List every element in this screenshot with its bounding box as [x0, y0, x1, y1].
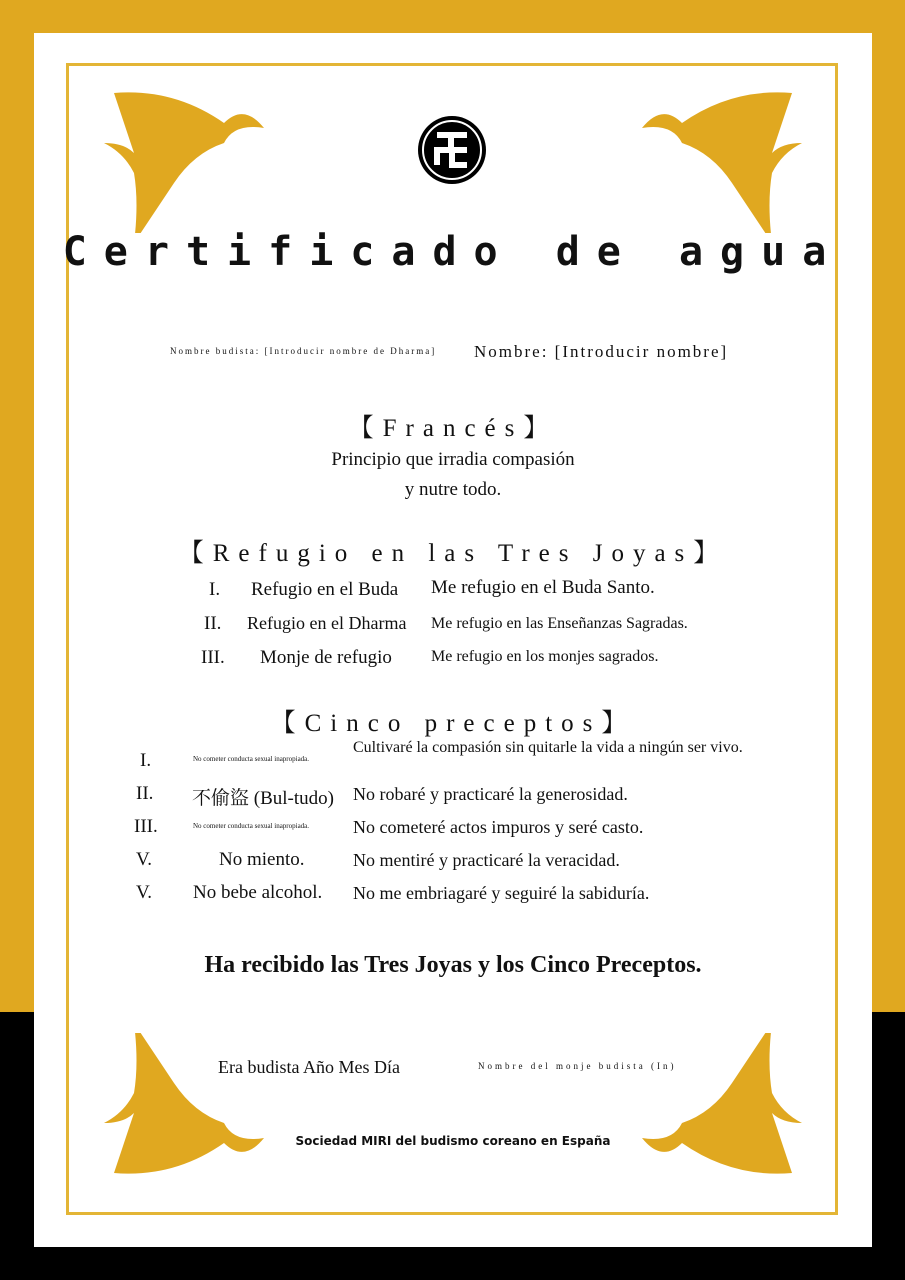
precept-num: II. — [136, 783, 154, 804]
french-heading: 【Francés】 — [348, 415, 558, 442]
society-name: Sociedad MIRI del budismo coreano en España — [295, 1134, 611, 1148]
french-line-2: y nutre todo. — [404, 479, 502, 500]
precept-num: V. — [136, 882, 153, 903]
precepts-heading: 【Cinco preceptos】 — [270, 710, 636, 737]
received-statement: Ha recibido las Tres Joyas y los Cinco Preceptos. — [204, 952, 702, 978]
precept-text: No me embriagaré y seguiré la sabiduría. — [353, 883, 650, 903]
refuge-text: Me refugio en los monjes sagrados. — [431, 648, 659, 665]
refuge-name: Monje de refugio — [260, 647, 392, 668]
precept-text: Cultivaré la compasión sin quitarle la vida a ningún ser vivo. — [353, 739, 743, 756]
refuge-num: III. — [201, 647, 225, 668]
name-field: Nombre: [Introducir nombre] — [474, 342, 729, 361]
dharma-name-field: Nombre budista: [Introducir nombre de Dharma] — [170, 346, 437, 356]
phoenix-ornament-bottom-left — [94, 1033, 274, 1183]
refuge-text: Me refugio en las Enseñanzas Sagradas. — [431, 615, 688, 632]
phoenix-ornament-top-left — [94, 83, 274, 233]
french-line-1: Principio que irradia compasión — [331, 449, 575, 470]
certificate-page — [34, 33, 872, 1247]
precept-name: 不偷盜 (Bul-tudo) — [192, 788, 334, 809]
precept-name: No cometer conducta sexual inapropiada. — [193, 822, 310, 830]
precept-name: No miento. — [219, 849, 305, 870]
refuge-num: II. — [204, 613, 222, 634]
certificate-title: Certificado de agua — [62, 229, 844, 275]
phoenix-ornament-top-right — [632, 83, 812, 233]
date-line: Era budista Año Mes Día — [218, 1057, 400, 1077]
dharma-wheel-emblem-icon — [417, 115, 487, 185]
phoenix-ornament-bottom-right — [632, 1033, 812, 1183]
precept-text: No robaré y practicaré la generosidad. — [353, 784, 628, 804]
precept-text: No mentiré y practicaré la veracidad. — [353, 850, 620, 870]
precept-num: I. — [140, 750, 152, 771]
precept-num: III. — [134, 816, 158, 837]
precept-num: V. — [136, 849, 153, 870]
refuge-name: Refugio en el Buda — [251, 579, 399, 600]
refuge-name: Refugio en el Dharma — [247, 613, 407, 633]
precept-name: No cometer conducta sexual inapropiada. — [193, 755, 310, 763]
precept-text: No cometeré actos impuros y seré casto. — [353, 817, 644, 837]
precept-name: No bebe alcohol. — [193, 882, 323, 903]
monk-name-line: Nombre del monje budista (In) — [478, 1061, 677, 1071]
refuge-num: I. — [209, 579, 221, 600]
refuge-heading: 【Refugio en las Tres Joyas】 — [178, 540, 728, 567]
refuge-text: Me refugio en el Buda Santo. — [431, 577, 655, 598]
